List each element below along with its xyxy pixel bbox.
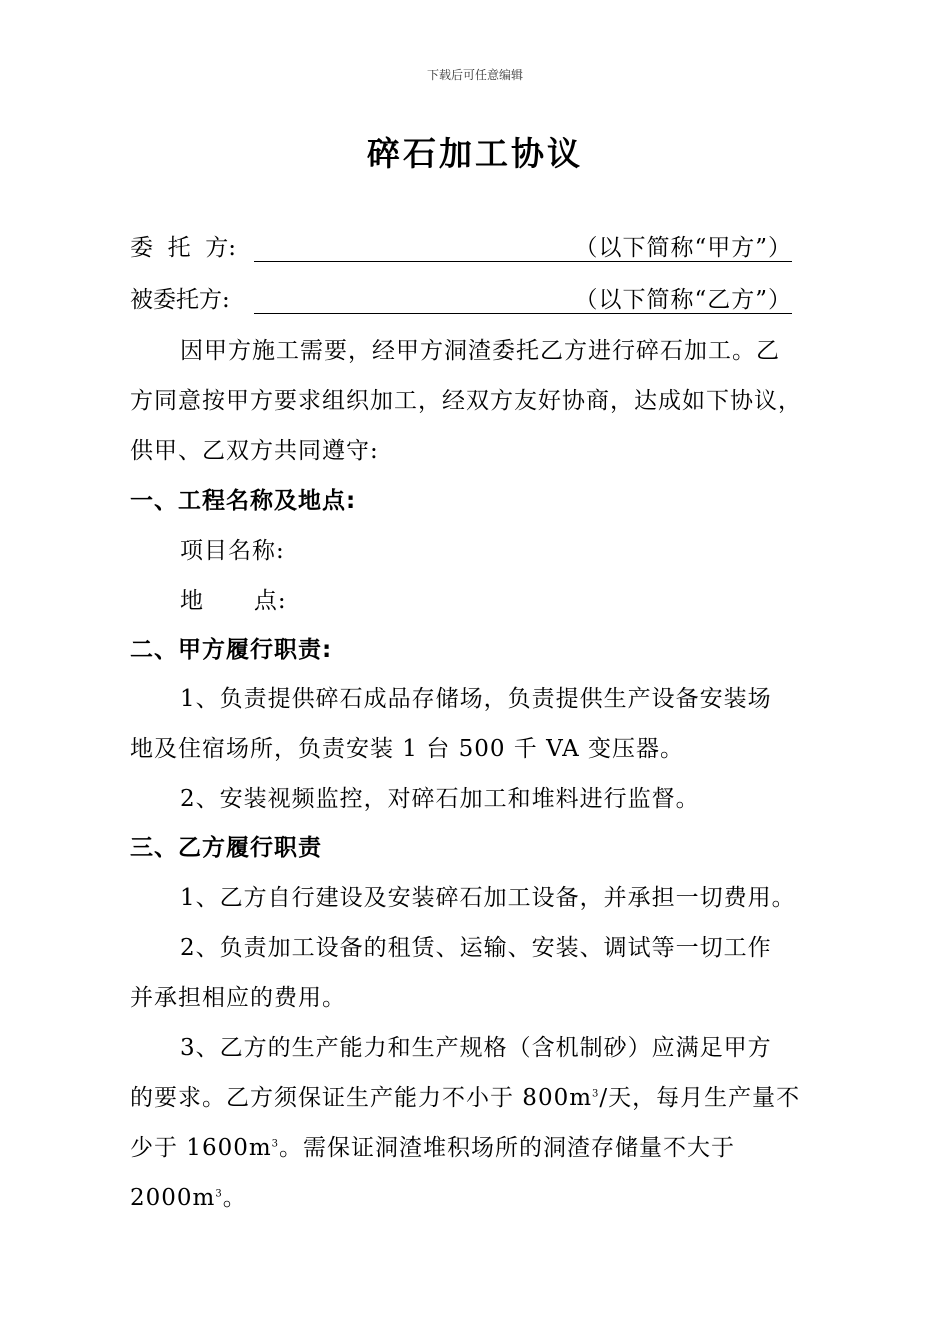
party-a-blank-field[interactable] — [254, 233, 792, 262]
section-3-item-2-line-1: 2、负责加工设备的租赁、运输、安装、调试等一切工作 — [180, 935, 772, 961]
party-a-label: 委 托 方: — [130, 235, 236, 261]
monthly-output-text: 少于 1600m — [130, 1135, 272, 1161]
section-1-heading: 一、工程名称及地点: — [130, 488, 357, 514]
capacity-text: 的要求。乙方须保证生产能力不小于 800m — [130, 1085, 593, 1111]
section-3-item-3-line-4 — [130, 1183, 247, 1213]
section-3-item-1: 1、乙方自行建设及安装碎石加工设备，并承担一切费用。 — [180, 885, 796, 911]
section-3-item-3-line-2 — [130, 1083, 800, 1113]
superscript-3: 3 — [592, 1088, 600, 1100]
party-b-row — [130, 285, 792, 315]
section-2-item-2: 2、安装视频监控，对碎石加工和堆料进行监督。 — [180, 786, 700, 812]
superscript-3: 3 — [215, 1188, 223, 1200]
monthly-output-text-rest: 。需保证洞渣堆积场所的洞渣存储量不大于 — [279, 1135, 736, 1161]
location-label: 地 点: — [180, 588, 287, 614]
header-note: 下载后可任意编辑 — [426, 68, 523, 82]
capacity-text-rest: /天，每月生产量不 — [599, 1085, 801, 1111]
intro-line-3: 供甲、乙双方共同遵守: — [130, 438, 379, 464]
project-name-label: 项目名称: — [180, 538, 285, 564]
party-b-label: 被委托方: — [130, 287, 230, 313]
section-2-item-1-line-1: 1、负责提供碎石成品存储场，负责提供生产设备安装场 — [180, 686, 772, 712]
storage-limit-text: 2000m — [130, 1185, 216, 1211]
section-3-heading: 三、乙方履行职责 — [130, 835, 322, 861]
section-3-item-3-line-3 — [130, 1133, 735, 1163]
intro-line-1: 因甲方施工需要，经甲方洞渣委托乙方进行碎石加工。乙 — [180, 338, 780, 364]
party-a-suffix: （以下简称“甲方”） — [574, 235, 792, 261]
document-title: 碎石加工协议 — [367, 134, 583, 173]
party-b-blank-field[interactable] — [254, 285, 792, 314]
intro-line-2: 方同意按甲方要求组织加工，经双方友好协商，达成如下协议， — [130, 388, 802, 414]
superscript-3: 3 — [271, 1138, 280, 1150]
party-b-suffix: （以下简称“乙方”） — [574, 287, 792, 313]
section-2-item-1-line-2: 地及住宿场所，负责安装 1 台 500 千 VA 变压器。 — [130, 736, 685, 762]
party-a-row — [130, 233, 792, 263]
section-3-item-2-line-2: 并承担相应的费用。 — [130, 985, 346, 1011]
section-3-item-3-line-1: 3、乙方的生产能力和生产规格（含机制砂）应满足甲方 — [180, 1035, 772, 1061]
section-2-heading: 二、甲方履行职责: — [130, 637, 333, 663]
storage-limit-text-rest: 。 — [222, 1185, 247, 1211]
